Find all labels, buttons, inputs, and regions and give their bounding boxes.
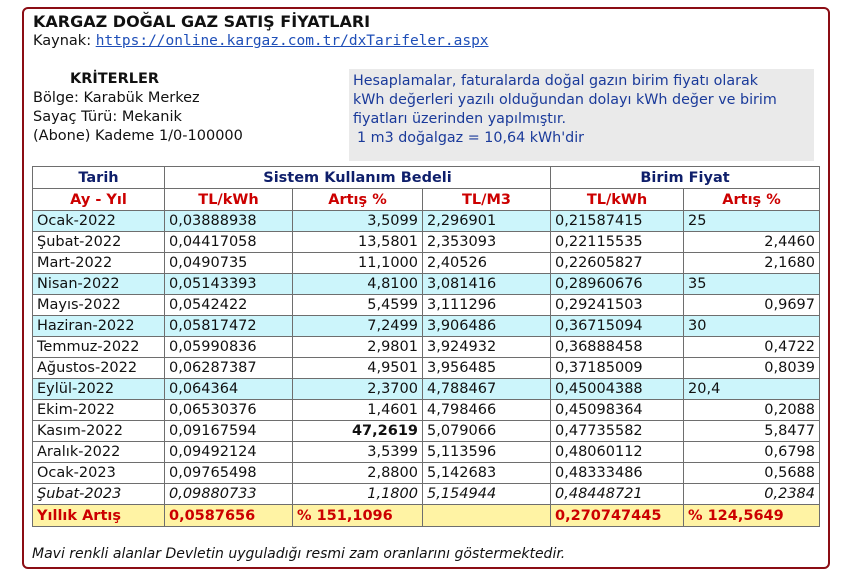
column-header-row [33, 189, 820, 211]
table-row [33, 295, 820, 316]
table-row [33, 337, 820, 358]
group-header-system-fee: Sistem Kullanım Bedeli [165, 167, 551, 189]
cell-skb-kwh: 0,04417058 [165, 232, 293, 253]
cell-month: Nisan-2022 [33, 274, 165, 295]
criteria-tier: (Abone) Kademe 1/0-100000 [33, 128, 243, 144]
cell-skb-pct: 47,2619 [293, 421, 423, 442]
cell-price-m3: 5,113596 [423, 442, 551, 463]
table-row [33, 232, 820, 253]
cell-price-m3: 2,40526 [423, 253, 551, 274]
cell-skb-pct: 2,8800 [293, 463, 423, 484]
cell-skb-pct: 5,4599 [293, 295, 423, 316]
column-header-month: Ay - Yıl [33, 189, 165, 211]
cell-price-kwh: 0,48333486 [551, 463, 684, 484]
table-row [33, 484, 820, 505]
cell-month: Temmuz-2022 [33, 337, 165, 358]
total-skb-pct: % 151,1096 [293, 505, 423, 527]
cell-price-kwh: 0,21587415 [551, 211, 684, 232]
cell-month: Ocak-2023 [33, 463, 165, 484]
cell-price-m3: 3,111296 [423, 295, 551, 316]
cell-price-m3: 5,079066 [423, 421, 551, 442]
cell-skb-kwh: 0,05817472 [165, 316, 293, 337]
cell-skb-kwh: 0,03888938 [165, 211, 293, 232]
cell-price-kwh: 0,45098364 [551, 400, 684, 421]
table-row [33, 379, 820, 400]
table-row [33, 442, 820, 463]
table-row [33, 421, 820, 442]
cell-price-m3: 4,788467 [423, 379, 551, 400]
table-row [33, 463, 820, 484]
note-line-1: Hesaplamalar, faturalarda doğal gazın birim fiyatı olarak [353, 73, 759, 89]
cell-skb-pct: 3,5399 [293, 442, 423, 463]
note-line-2: kWh değerleri yazılı olduğundan dolayı kWh değer ve birim [353, 92, 777, 108]
cell-price-pct: 2,4460 [684, 232, 820, 253]
cell-price-pct: 2,1680 [684, 253, 820, 274]
criteria-region: Bölge: Karabük Merkez [33, 90, 200, 106]
note-line-3: fiyatları üzerinden yapılmıştır. [353, 111, 566, 127]
total-price-pct: % 124,5649 [684, 505, 820, 527]
cell-month: Aralık-2022 [33, 442, 165, 463]
note-line-4: 1 m3 doğalgaz = 10,64 kWh'dir [357, 130, 585, 146]
cell-skb-kwh: 0,05143393 [165, 274, 293, 295]
total-row [33, 505, 820, 527]
table-row [33, 211, 820, 232]
cell-price-pct: 20,4 [684, 379, 820, 400]
cell-skb-pct: 7,2499 [293, 316, 423, 337]
source-link[interactable]: https://online.kargaz.com.tr/dxTarifeler.aspx [95, 33, 489, 49]
cell-price-kwh: 0,37185009 [551, 358, 684, 379]
cell-price-m3: 3,081416 [423, 274, 551, 295]
cell-month: Kasım-2022 [33, 421, 165, 442]
cell-price-m3: 4,798466 [423, 400, 551, 421]
cell-skb-pct: 13,5801 [293, 232, 423, 253]
column-header-price-m3: TL/M3 [423, 189, 551, 211]
cell-price-pct: 30 [684, 316, 820, 337]
total-price-kwh: 0,270747445 [551, 505, 684, 527]
cell-price-kwh: 0,48448721 [551, 484, 684, 505]
cell-skb-kwh: 0,05990836 [165, 337, 293, 358]
source-line [33, 33, 489, 49]
table-row [33, 400, 820, 421]
cell-skb-kwh: 0,09167594 [165, 421, 293, 442]
criteria-heading: KRİTERLER [70, 71, 160, 87]
cell-price-m3: 2,296901 [423, 211, 551, 232]
column-header-skb-kwh: TL/kWh [165, 189, 293, 211]
cell-price-pct: 0,6798 [684, 442, 820, 463]
cell-price-kwh: 0,47735582 [551, 421, 684, 442]
cell-price-kwh: 0,28960676 [551, 274, 684, 295]
cell-skb-pct: 4,8100 [293, 274, 423, 295]
cell-skb-kwh: 0,09880733 [165, 484, 293, 505]
group-header-unit-price: Birim Fiyat [551, 167, 820, 189]
cell-month: Mart-2022 [33, 253, 165, 274]
cell-price-pct: 5,8477 [684, 421, 820, 442]
cell-skb-pct: 4,9501 [293, 358, 423, 379]
cell-price-kwh: 0,29241503 [551, 295, 684, 316]
cell-price-pct: 25 [684, 211, 820, 232]
cell-skb-kwh: 0,064364 [165, 379, 293, 400]
cell-skb-pct: 1,4601 [293, 400, 423, 421]
cell-price-kwh: 0,22605827 [551, 253, 684, 274]
source-label: Kaynak: [33, 33, 92, 49]
cell-price-pct: 0,2088 [684, 400, 820, 421]
total-label: Yıllık Artış [33, 505, 165, 527]
cell-skb-kwh: 0,06530376 [165, 400, 293, 421]
total-skb-kwh: 0,0587656 [165, 505, 293, 527]
cell-month: Şubat-2022 [33, 232, 165, 253]
page-title: KARGAZ DOĞAL GAZ SATIŞ FİYATLARI [33, 12, 371, 31]
cell-skb-kwh: 0,06287387 [165, 358, 293, 379]
cell-skb-kwh: 0,0490735 [165, 253, 293, 274]
cell-skb-pct: 2,9801 [293, 337, 423, 358]
cell-skb-kwh: 0,09492124 [165, 442, 293, 463]
cell-month: Şubat-2023 [33, 484, 165, 505]
cell-skb-kwh: 0,0542422 [165, 295, 293, 316]
cell-price-kwh: 0,22115535 [551, 232, 684, 253]
cell-price-kwh: 0,48060112 [551, 442, 684, 463]
cell-month: Ekim-2022 [33, 400, 165, 421]
table-row [33, 316, 820, 337]
cell-price-kwh: 0,36888458 [551, 337, 684, 358]
price-table [32, 166, 820, 527]
table-row [33, 358, 820, 379]
group-header-date: Tarih [33, 167, 165, 189]
cell-skb-pct: 2,3700 [293, 379, 423, 400]
column-header-skb-pct: Artış % [293, 189, 423, 211]
cell-skb-pct: 1,1800 [293, 484, 423, 505]
cell-price-kwh: 0,36715094 [551, 316, 684, 337]
cell-price-m3: 3,906486 [423, 316, 551, 337]
cell-price-pct: 0,9697 [684, 295, 820, 316]
cell-price-pct: 0,4722 [684, 337, 820, 358]
cell-price-pct: 35 [684, 274, 820, 295]
cell-month: Ocak-2022 [33, 211, 165, 232]
cell-price-m3: 2,353093 [423, 232, 551, 253]
total-price-m3 [423, 505, 551, 527]
cell-month: Ağustos-2022 [33, 358, 165, 379]
cell-price-m3: 5,142683 [423, 463, 551, 484]
cell-month: Haziran-2022 [33, 316, 165, 337]
cell-month: Eylül-2022 [33, 379, 165, 400]
cell-price-m3: 3,924932 [423, 337, 551, 358]
column-header-price-pct: Artış % [684, 189, 820, 211]
cell-price-kwh: 0,45004388 [551, 379, 684, 400]
calculation-note [353, 72, 813, 148]
cell-price-pct: 0,8039 [684, 358, 820, 379]
table-row [33, 253, 820, 274]
column-header-price-kwh: TL/kWh [551, 189, 684, 211]
footer-note: Mavi renkli alanlar Devletin uyguladığı resmi zam oranlarını göstermektedir. [32, 546, 566, 562]
cell-price-pct: 0,5688 [684, 463, 820, 484]
group-header-row [33, 167, 820, 189]
cell-price-m3: 5,154944 [423, 484, 551, 505]
cell-month: Mayıs-2022 [33, 295, 165, 316]
cell-price-m3: 3,956485 [423, 358, 551, 379]
cell-price-pct: 0,2384 [684, 484, 820, 505]
criteria-meter: Sayaç Türü: Mekanik [33, 109, 182, 125]
table-row [33, 274, 820, 295]
cell-skb-kwh: 0,09765498 [165, 463, 293, 484]
cell-skb-pct: 11,1000 [293, 253, 423, 274]
cell-skb-pct: 3,5099 [293, 211, 423, 232]
